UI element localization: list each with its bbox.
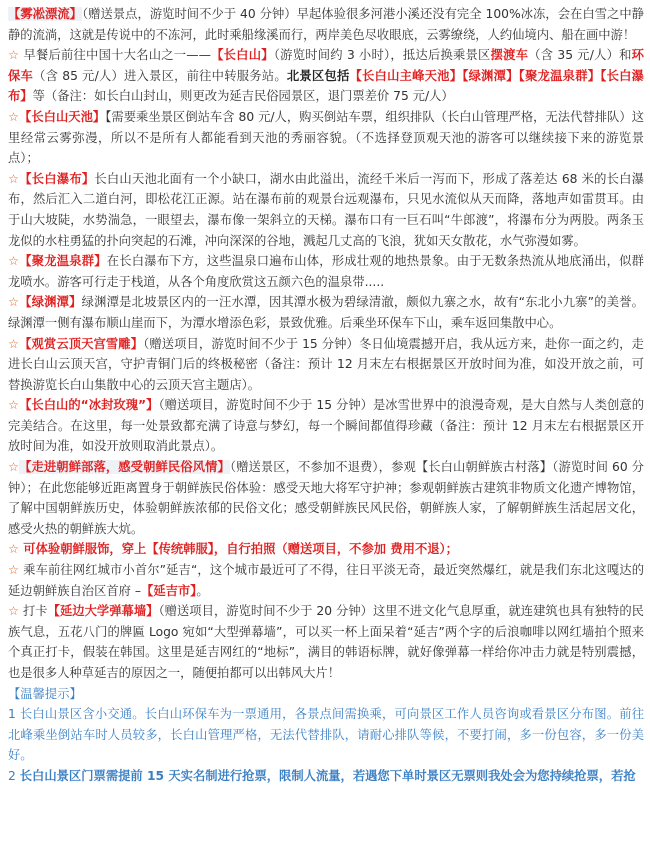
- hanbok-paragraph: [8, 539, 644, 560]
- star-icon: ☆: [8, 254, 20, 269]
- text-segment: 【延吉市】: [141, 583, 197, 598]
- text-segment: 可体验朝鲜服饰，穿上【传统韩服】，自行拍照（赠送项目，不参加 费用不退）；: [19, 542, 458, 557]
- wusong-paragraph: [8, 4, 644, 45]
- text-segment: 2: [8, 768, 20, 783]
- ice-rose-paragraph: [8, 395, 644, 457]
- changbaishan-intro-paragraph: [8, 45, 644, 107]
- text-segment: 等（备注：如长白山封山，则更改为延吉民俗园景区，退门票差价 75 元/人）: [32, 89, 454, 104]
- text-segment: 【走进朝鲜部落，感受朝鲜民俗风情】: [19, 460, 230, 475]
- star-icon: ☆: [8, 398, 20, 413]
- text-segment: 长白山天池北面有一个小缺口，湖水由此溢出，流经千米后一泻而下，形成了落差达 68 米的长白瀑布，然后汇入二道白河，即松花江正源。站在瀑布前的观景台远观瀑布，只见水流似从天而降，落地声如雷贯耳。由于山大坡陡，水势湍急，一眼望去，瀑布像一架斜立的天梯。瀑布口有一巨石叫“牛郎渡”，将瀑布分为两股。两条玉龙似的水柱勇猛的扑向突起的石滩，冲向深深的谷地，溅起几丈高的飞浪，犹如天女散花，水气弥漫如雾。: [8, 171, 644, 248]
- star-icon: ☆: [8, 460, 20, 475]
- text-segment: 北景区包括: [286, 68, 350, 83]
- text-segment: 【观赏云顶天宫雪雕】: [19, 336, 144, 351]
- text-segment: 绿渊潭是北坡景区内的一汪水潭，因其潭水极为碧绿清澈，颇似九寨之水，故有“东北小九寨”的美誉。绿渊潭一侧有瀑布顺山崖而下，为潭水增添色彩，景致优雅。后乘坐环保车下山，乘车返回集散中心。: [8, 295, 644, 330]
- star-icon: ☆: [8, 295, 20, 310]
- text-segment: 【需要乘坐景区倒站车含 80 元/人，购买倒站车票，组织排队（长白山管理严格，无法代替排队）这里经常云雾弥漫，所以不是所有人都能看到天池的秀丽容貌。（不选择登顶观天池的游客可以继续接下来的游览景点）；: [8, 109, 644, 166]
- text-segment: （赠送项目，游览时间不少于 20 分钟）这里不进文化气息厚重，就连建筑也具有独特的民族气息，五花八门的牌匾 Logo 宛如“大型弹幕墙”，可以买一杯上面呆着“延吉”两个字的后浪咖啡以网红墙拍个照来个真正打卡，假装在韩国。这里是延吉网红的“地标”，满目的韩语标牌，就好像弹幕一样给你冲击力就是特别震撼，也是很多人种草延吉的原因之一，随便拍都可以出韩风大片！: [8, 604, 644, 680]
- text-segment: （游览时间约 3 小时），抵达后换乘景区: [273, 48, 491, 63]
- tips-list: [8, 704, 644, 786]
- text-segment: 打卡: [19, 604, 48, 619]
- text-segment: 【长白山的“冰封玫瑰”】: [19, 398, 159, 413]
- itinerary-paragraphs: [8, 4, 644, 684]
- text-segment: 【聚龙温泉群】: [19, 254, 107, 269]
- tianchi-paragraph: [8, 107, 644, 169]
- star-icon: ☆: [8, 48, 20, 63]
- star-icon: ☆: [8, 109, 20, 124]
- text-segment: （赠送项目，游览时间不少于 15 分钟）是冰雪世界中的浪漫奇观，是大自然与人类创意的完美结合。在这里，每一处景致都充满了诗意与梦幻，每一个瞬间都值得珍藏（备注：预计 12 月末左右根据景区开放时间为准，如没开放则取消此景点）。: [8, 398, 644, 454]
- text-segment: 【长白瀑布】: [19, 171, 95, 186]
- text-segment: （赠送项目，游览时间不少于 15 分钟）冬日仙境震撼开启，我从远方来，赴你一面之约，走进长白山云顶天宫，守护青铜门后的终极秘密（备注：预计 12 月末左右根据景区开放时间为准，如没开放之前，可替换游览长白山集散中心的云顶天宫主题店）。: [8, 336, 644, 392]
- star-icon: ☆: [8, 336, 20, 351]
- yanbian-wall-paragraph: [8, 601, 644, 683]
- waterfall-paragraph: [8, 169, 644, 251]
- tips-title: 【温馨提示】: [8, 686, 82, 701]
- star-icon: ☆: [8, 604, 20, 619]
- korean-village-paragraph: [8, 457, 644, 539]
- hot-spring-paragraph: [8, 251, 644, 292]
- text-segment: （含 85 元/人）进入景区，前往中转服务站。: [33, 68, 287, 83]
- snow-mountain-paragraph: [8, 334, 644, 396]
- star-icon: ☆: [8, 563, 20, 578]
- text-segment: 【雾凇漂流】: [8, 7, 82, 21]
- star-icon: ☆: [8, 171, 20, 186]
- text-segment: 摆渡车: [490, 48, 529, 63]
- text-segment: 长白山景区门票需提前 15 天实名制进行抢票，限制人流量，若遇您下单时景区无票则我处会为您持续抢票，若抢: [19, 768, 636, 783]
- text-segment: 【长白山】: [210, 48, 274, 63]
- text-segment: 1 长白山景区含小交通。长白山环保车为一票通用，各景点间需换乘，可向景区工作人员咨询或看景区分布图。前往北峰乘坐倒站车时人员较多，长白山管理严格，无法代替排队，请耐心排队等候，不要打闹，多一份包容，多一份美好。: [8, 707, 644, 763]
- text-segment: 【延边大学弹幕墙】: [47, 604, 159, 619]
- text-segment: 【长白山主峰天池】【绿渊潭】【聚龙温泉群】【长白瀑布】: [8, 68, 644, 104]
- text-segment: 乘车前往网红城市小首尔”延吉“，这个城市最近可了不得，往日平淡无奇，最近突然爆红，就是我们东北这嘎达的延边朝鲜族自治区首府 –: [8, 563, 644, 598]
- text-segment: （赠送景点，游览时间不少于 40 分钟）早起体验很多河港小溪还没有完全 100%冰冻，会在白雪之中静静的流淌，这就是传说中的不冻河，此时乘船缘溪而行，两岸美色尽收眼底，云雾缭绕，人约仙境内、船在画中游！: [8, 7, 644, 42]
- text-segment: 。: [196, 583, 209, 598]
- tip-1: [8, 704, 644, 766]
- text-segment: 【绿渊潭】: [19, 295, 82, 310]
- yanji-paragraph: [8, 560, 644, 601]
- text-segment: 早餐后前往中国十大名山之一——: [19, 48, 211, 63]
- star-icon: ☆: [8, 542, 20, 557]
- text-segment: （含 35 元/人）和: [528, 48, 632, 63]
- text-segment: 【长白山天池】: [19, 109, 106, 124]
- text-segment: （赠送景区，不参加不退费），参观【长白山朝鲜族古村落】（游览时间 60 分钟）；在此您能够近距离置身于朝鲜族民俗体验：感受天地大将军守护神；参观朝鲜族古建筑非物质文化遗产博物馆，了解中国朝鲜族历史，体验朝鲜族浓郁的民俗文化；感受朝鲜族民风民俗，朝鲜族人家，了解朝鲜族生活起居文化，感受火热的朝鲜族大炕。: [8, 460, 644, 536]
- tip-2: [8, 766, 644, 787]
- text-segment: 环保车: [8, 48, 644, 83]
- lvyuantan-paragraph: [8, 292, 644, 333]
- text-segment: 在长白瀑布下方，这些温泉口遍布山体，形成壮观的地热景象。由于无数条热流从地底涌出，似群龙喷水。游客可行走于栈道，从各个角度欣赏这五颜六色的温泉带.....: [8, 254, 644, 289]
